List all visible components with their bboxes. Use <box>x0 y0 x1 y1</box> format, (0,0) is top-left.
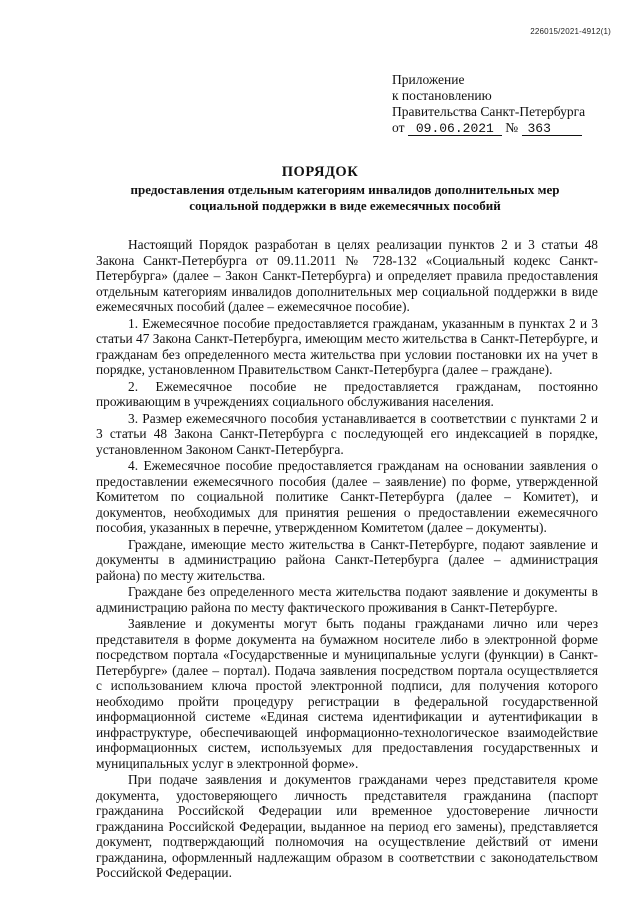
document-subtitle: предоставления отдельным категориям инвалидов дополнительных мер социальной поддержки в виде ежемесячных пособий <box>130 182 560 213</box>
number-label: № <box>505 120 519 135</box>
appendix-block <box>392 72 622 136</box>
paragraph-intro: Настоящий Порядок разработан в целях реализации пунктов 2 и 3 статьи 48 Закона Санкт-Петербурга от 09.11.2011 № 728-132 «Социальный кодекс Санкт-Петербурга» (далее – Закон Санкт-Петербурга) и определяет правила предоставления отдельным категориям инвалидов дополнительных мер социальной поддержки в виде ежемесячных пособий (далее – ежемесячное пособие). <box>96 237 598 314</box>
document-body <box>96 237 598 882</box>
paragraph-residents: Граждане, имеющие место жительства в Санкт-Петербурге, подают заявление и документы в администрацию района Санкт-Петербурга (далее – администрация района) по месту жительства. <box>96 536 598 583</box>
paragraph-submission: Заявление и документы могут быть поданы гражданами лично или через представителя в форме документа на бумажном носителе либо в электронной форме посредством портала «Государственные и муниципальные услуги (функции) в Санкт-Петербурге» (далее – портал). Подача заявления посредством портала осуществляется с использованием ключа простой электронной подписи, для получения которого необходимо пройти процедуру регистрации в федеральной государственной информационной системе «Единая система идентификации и аутентификации в инфраструктуре, обеспечивающей информационно-технологическое взаимодействие информационных систем, используемых для предоставления государственных и муниципальных услуг в электронной форме». <box>96 616 598 771</box>
paragraph-item-1: 1. Ежемесячное пособие предоставляется гражданам, указанным в пунктах 2 и 3 статьи 47 Закона Санкт-Петербурга, имеющим место жительства в Санкт-Петербурге, и гражданам без определенного места жительства при условии постановки их на учет в порядке, установленном Правительством Санкт-Петербурга (далее – гражданe). <box>96 315 598 377</box>
resolution-number: 363 <box>522 122 582 136</box>
from-label: от <box>392 120 405 135</box>
appendix-resolution-line: к постановлению <box>392 88 492 103</box>
paragraph-homeless: Граждане без определенного места жительства подают заявление и документы в администрацию района по месту фактического проживания в Санкт-Петербурге. <box>96 584 598 615</box>
document-title: ПОРЯДОК <box>281 164 359 180</box>
paragraph-item-4: 4. Ежемесячное пособие предоставляется гражданам на основании заявления о предоставлении ежемесячного пособия (далее – заявление) по форме, утвержденной Комитетом по социальной политике Санкт-Петербурга (далее – Комитет), и документов, необходимых для принятия решения о предоставлении ежемесячного пособия, указанных в перечне, утвержденном Комитетом (далее – документы). <box>96 458 598 535</box>
resolution-date: 09.06.2021 <box>408 122 502 136</box>
paragraph-item-3: 3. Размер ежемесячного пособия устанавливается в соответствии с пунктами 2 и 3 статьи 48 Закона Санкт-Петербурга с последующей его индексацией в порядке, установленном Законом Санкт-Петербурга. <box>96 410 598 457</box>
appendix-government-line: Правительства Санкт-Петербурга <box>392 104 586 119</box>
paragraph-item-2: 2. Ежемесячное пособие не предоставляется гражданам, постоянно проживающим в учреждениях социального обслуживания населения. <box>96 378 598 409</box>
appendix-heading: Приложение <box>392 72 465 87</box>
appendix-date-number-line <box>392 120 622 136</box>
paragraph-representative: При подаче заявления и документов гражданами через представителя кроме документа, удостоверяющего личность представителя гражданина (паспорт гражданина Российской Федерации или временное удостоверение личности гражданина Российской Федерации, выданное на период его замены), представляется документ, подтверждающий полномочия на осуществление действий от имени гражданина, оформленный надлежащим образом в соответствии с законодательством Российской Федерации. <box>96 772 598 880</box>
document-id: 226015/2021-4912(1) <box>530 27 611 36</box>
